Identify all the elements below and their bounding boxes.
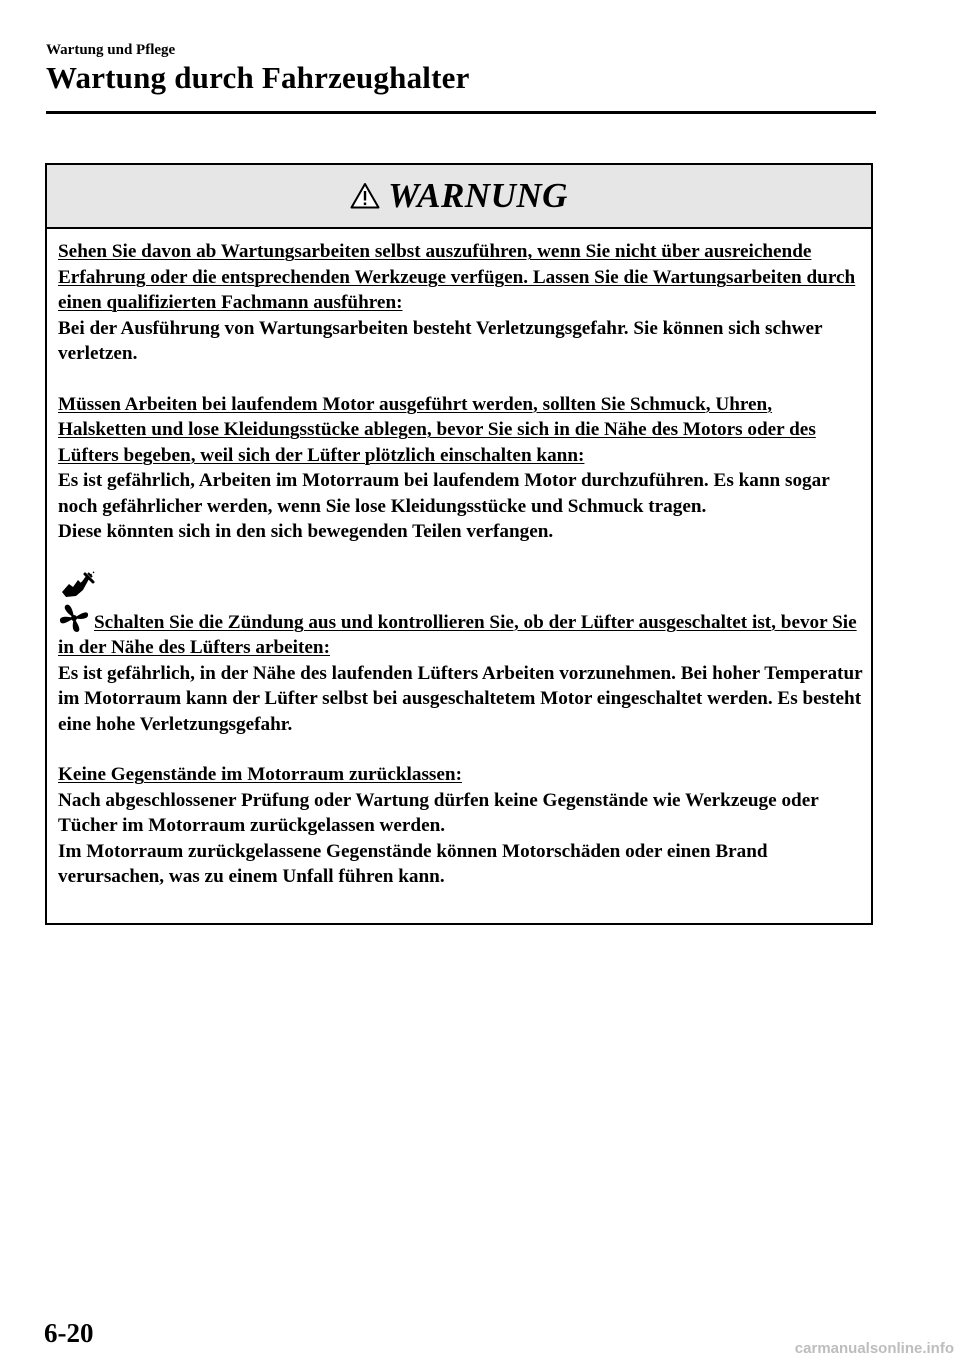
paragraph-text: Nach abgeschlossener Prüfung oder Wartung dürfen keine Gegenstände wie Werkzeuge oder Tücher im Motorraum zurückgelassen werden. [58,789,819,836]
paragraph-text: Diese könnten sich in den sich bewegenden Teilen verfangen. [58,521,554,542]
paragraph-text: Im Motorraum zurückgelassene Gegenstände können Motorschäden oder einen Brand verursachen, was zu einem Unfall führen kann. [58,840,768,887]
paragraph-heading: Müssen Arbeiten bei laufendem Motor ausgeführt werden, sollten Sie Schmuck, Uhren, Halsketten und lose Kleidungsstücke ablegen, bevor Sie sich in die Nähe des Motors oder des Lüfters begeben, weil sich der Lüfter plötzlich einschalten kann: [58,393,816,466]
icon-row [58,570,863,604]
paragraph-text: Es ist gefährlich, Arbeiten im Motorraum bei laufendem Motor durchzuführen. Es kann sogar noch gefährlicher werden, wenn Sie lose Kleidungsstücke und Schmuck tragen. [58,470,830,517]
warning-paragraph-2 [58,392,863,545]
paragraph-heading: Sehen Sie davon ab Wartungsarbeiten selbst auszuführen, wenn Sie nicht über ausreichende Erfahrung oder die entsprechenden Werkzeuge verfügen. Lassen Sie die Wartungsarbeiten durch einen qualifizierten Fachmann ausführen: [58,241,856,313]
section-label: Wartung und Pflege [46,42,176,58]
warning-paragraph-1 [58,239,863,367]
warning-paragraph-4 [58,762,863,890]
page-title: Wartung durch Fahrzeughalter [46,60,470,95]
warning-body [47,229,871,890]
paragraph-heading: Keine Gegenstände im Motorraum zurücklassen: [58,764,462,785]
paragraph-heading [58,604,863,661]
warning-header [47,165,871,229]
hand-warning-icon [58,570,96,600]
watermark: carmanualsonline.info [794,1340,954,1357]
page-number: 6-20 [44,1318,94,1348]
warning-triangle-icon [350,182,380,209]
paragraph-heading-text: Schalten Sie die Zündung aus und kontrollieren Sie, ob der Lüfter ausgeschaltet ist, bevor Sie in der Nähe des Lüfters arbeiten: [58,611,857,658]
warning-paragraph-3 [58,570,863,738]
paragraph-text: Es ist gefährlich, in der Nähe des laufenden Lüfters Arbeiten vorzunehmen. Bei hoher Temperatur im Motorraum kann der Lüfter selbst bei ausgeschaltetem Motor eingeschaltet werden. Es besteht eine hohe Verletzungsgefahr. [58,662,863,735]
paragraph-text: Bei der Ausführung von Wartungsarbeiten besteht Verletzungsgefahr. Sie können sich schwer verletzen. [58,317,823,364]
title-rule [46,111,876,114]
warning-title: WARNUNG [388,176,568,215]
fan-icon [58,604,90,632]
warning-box [45,163,873,925]
